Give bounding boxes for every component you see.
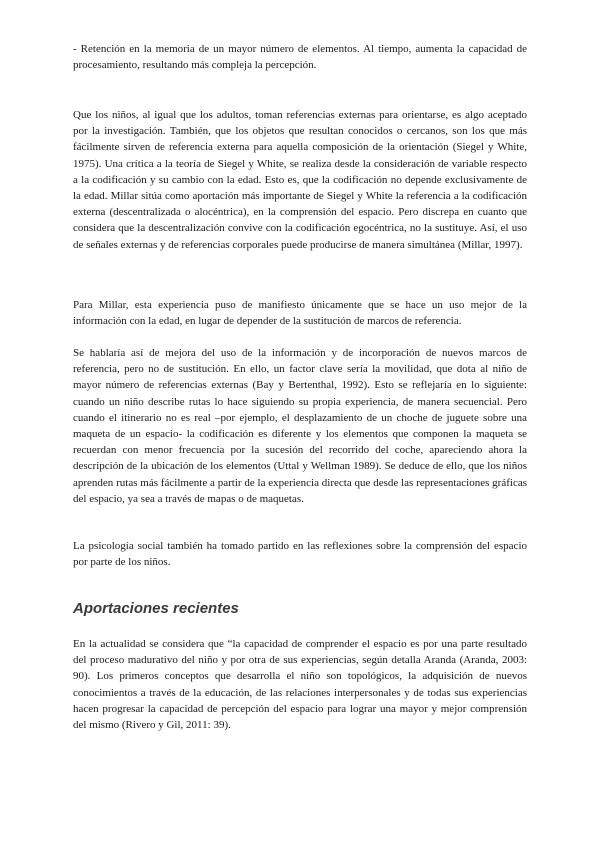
paragraph-referencias-externas: Que los niños, al igual que los adultos, toman referencias externas para orientarse, es algo aceptado por la investigación. También, que los objetos que resultan conocidos o cercanos, son los que más fácilmente sirven de referencia externa para aquella composición de la orientación (Siegel y White, 1975). Una crítica a la teoría de Siegel y White, se realiza desde la consideración de variable respecto a la codificación y su cambio con la edad. Esto es, que la codificación no depende exclusivamente de la edad. Millar sitúa como aportación más importante de Siegel y White la referencia a la codificación externa (descentralizada o alocéntrica), en la comprensión del espacio. Pero discrepa en cuanto que considera que la descentralización convive con la codificación egocéntrica, no la sustituye. Así, el uso de señales externas y de referencias corporales puede producirse de manera simultánea (Millar, 1997). bbox=[73, 109, 527, 251]
paragraph-retencion: - Retención en la memoria de un mayor número de elementos. Al tiempo, aumenta la capacidad de procesamiento, resultando más compleja la percepción. bbox=[73, 43, 527, 72]
paragraph-psicologia-social: La psicología social también ha tomado partido en las reflexiones sobre la comprensión del espacio por parte de los niños. bbox=[73, 540, 527, 569]
paragraph-movilidad: Se hablaría así de mejora del uso de la información y de incorporación de nuevos marcos de referencia, pero no de sustitución. En ello, un factor clave sería la movilidad, que dota al niño de mayor número de referencias externas (Bay y Bertenthal, 1992). Esto se reflejaría en lo siguiente: cuando un niño describe rutas lo hace siguiendo su propia experiencia, de manera secuencial. Pero cuando el itinerario no es real –por ejemplo, el desplazamiento de un choche de juguete sobre una maqueta de un espacio- la codificación es diferente y los elementos que componen la maqueta se recuerdan con menor frecuencia por la sucesión del recorrido del coche, apareciendo ahora la descripción de la ubicación de los elementos (Uttal y Wellman 1989). Se deduce de ello, que los niños aprenden rutas más fácilmente a partir de la experiencia directa que desde las representaciones gráficas del espacio, ya sea a través de mapas o de maquetas. bbox=[73, 347, 527, 505]
section-heading: Aportaciones recientes bbox=[73, 600, 239, 617]
paragraph-millar: Para Millar, esta experiencia puso de manifiesto únicamente que se hace un uso mejor de la información con la edad, en lugar de depender de la sustitución de marcos de referencia. bbox=[73, 299, 527, 328]
paragraph-actualidad: En la actualidad se considera que “la capacidad de comprender el espacio es por una parte resultado del proceso madurativo del niño y por otra de sus experiencias, según detalla Aranda (Aranda, 2003: 90). Los primeros conceptos que desarrolla el niño son topológicos, la adquisición de nuevos conocimientos a través de la educación, de las relaciones interpersonales y de todas sus experiencias hacen progresar la capacidad de percepción del espacio para lograr una mayor y mejor comprensión del mismo (Rivero y Gil, 2011: 39). bbox=[73, 638, 527, 732]
